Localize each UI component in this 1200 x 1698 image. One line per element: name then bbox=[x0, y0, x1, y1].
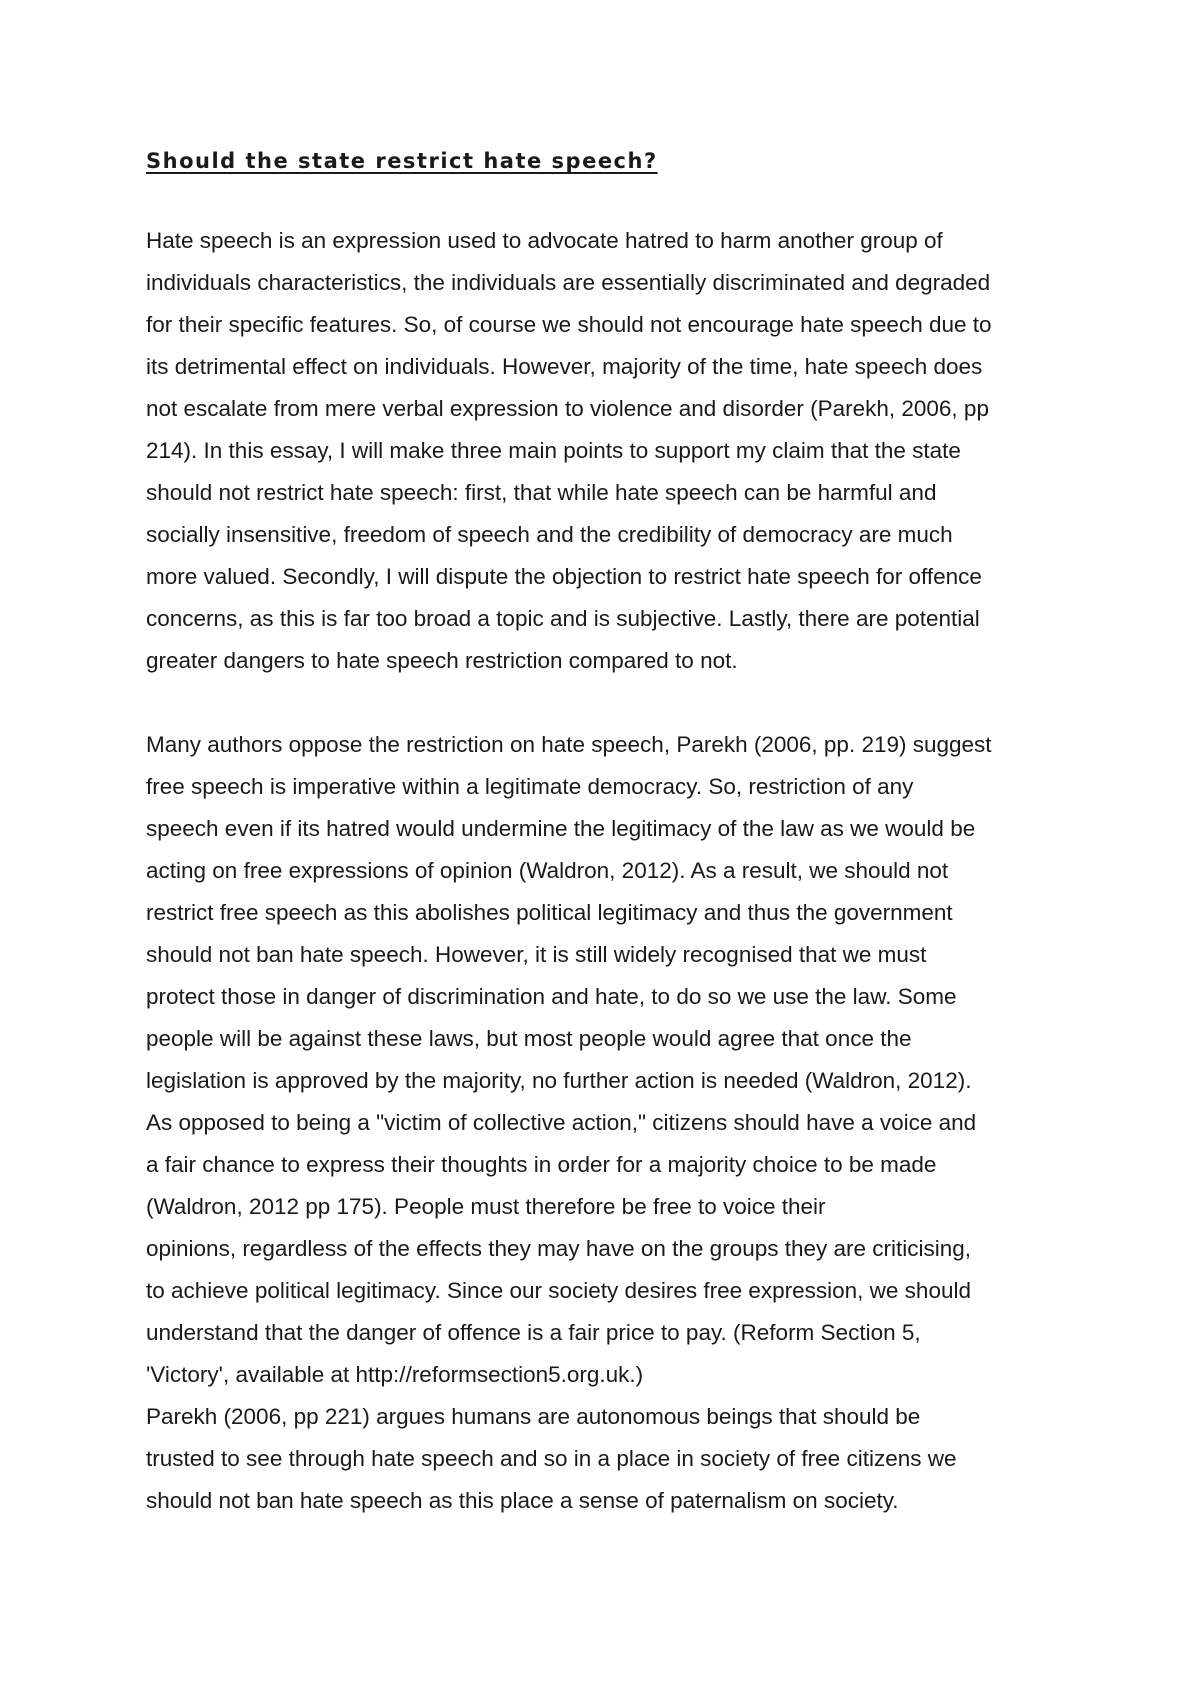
paragraph-line: free speech is imperative within a legitimate democracy. So, restriction of any bbox=[146, 774, 914, 799]
paragraph-line: should not restrict hate speech: first, that while hate speech can be harmful and bbox=[146, 480, 937, 505]
paragraph-line: Many authors oppose the restriction on hate speech, Parekh (2006, pp. 219) suggest bbox=[146, 732, 992, 757]
document-page bbox=[146, 140, 1066, 1522]
essay-title: Should the state restrict hate speech? bbox=[146, 149, 658, 173]
paragraph-body bbox=[146, 724, 1066, 1522]
paragraph-line: (Waldron, 2012 pp 175). People must therefore be free to voice their bbox=[146, 1194, 826, 1219]
paragraph-line: speech even if its hatred would undermine the legitimacy of the law as we would be bbox=[146, 816, 976, 841]
paragraph-line: not escalate from mere verbal expression to violence and disorder (Parekh, 2006, pp bbox=[146, 396, 989, 421]
paragraph-line: should not ban hate speech as this place a sense of paternalism on society. bbox=[146, 1488, 899, 1513]
paragraph-line: for their specific features. So, of course we should not encourage hate speech due to bbox=[146, 312, 992, 337]
paragraph-line: socially insensitive, freedom of speech and the credibility of democracy are much bbox=[146, 522, 953, 547]
paragraph-line: trusted to see through hate speech and so in a place in society of free citizens we bbox=[146, 1446, 957, 1471]
paragraph-line: legislation is approved by the majority, no further action is needed (Waldron, 2012). bbox=[146, 1068, 972, 1093]
paragraph-line: a fair chance to express their thoughts in order for a majority choice to be made bbox=[146, 1152, 937, 1177]
paragraph-spacer bbox=[146, 682, 1066, 724]
paragraph-line: restrict free speech as this abolishes political legitimacy and thus the government bbox=[146, 900, 953, 925]
paragraph-line: individuals characteristics, the individuals are essentially discriminated and degraded bbox=[146, 270, 991, 295]
paragraph-line: understand that the danger of offence is a fair price to pay. (Reform Section 5, bbox=[146, 1320, 921, 1345]
paragraph-line: 'Victory', available at http://reformsection5.org.uk.) bbox=[146, 1362, 644, 1387]
paragraph-line: protect those in danger of discrimination and hate, to do so we use the law. Some bbox=[146, 984, 957, 1009]
paragraph-line: 214). In this essay, I will make three main points to support my claim that the state bbox=[146, 438, 961, 463]
paragraph-line: Hate speech is an expression used to advocate hatred to harm another group of bbox=[146, 228, 943, 253]
paragraph-line: concerns, as this is far too broad a topic and is subjective. Lastly, there are potential bbox=[146, 606, 980, 631]
paragraph-introduction bbox=[146, 220, 1066, 682]
paragraph-line: greater dangers to hate speech restriction compared to not. bbox=[146, 648, 738, 673]
paragraph-line: As opposed to being a "victim of collective action," citizens should have a voice and bbox=[146, 1110, 977, 1135]
paragraph-line: to achieve political legitimacy. Since our society desires free expression, we should bbox=[146, 1278, 971, 1303]
paragraph-line: Parekh (2006, pp 221) argues humans are autonomous beings that should be bbox=[146, 1404, 921, 1429]
paragraph-line: its detrimental effect on individuals. However, majority of the time, hate speech does bbox=[146, 354, 983, 379]
paragraph-line: should not ban hate speech. However, it is still widely recognised that we must bbox=[146, 942, 927, 967]
paragraph-line: acting on free expressions of opinion (Waldron, 2012). As a result, we should not bbox=[146, 858, 949, 883]
paragraph-line: people will be against these laws, but most people would agree that once the bbox=[146, 1026, 912, 1051]
paragraph-line: opinions, regardless of the effects they may have on the groups they are criticising, bbox=[146, 1236, 972, 1261]
paragraph-line: more valued. Secondly, I will dispute the objection to restrict hate speech for offence bbox=[146, 564, 982, 589]
